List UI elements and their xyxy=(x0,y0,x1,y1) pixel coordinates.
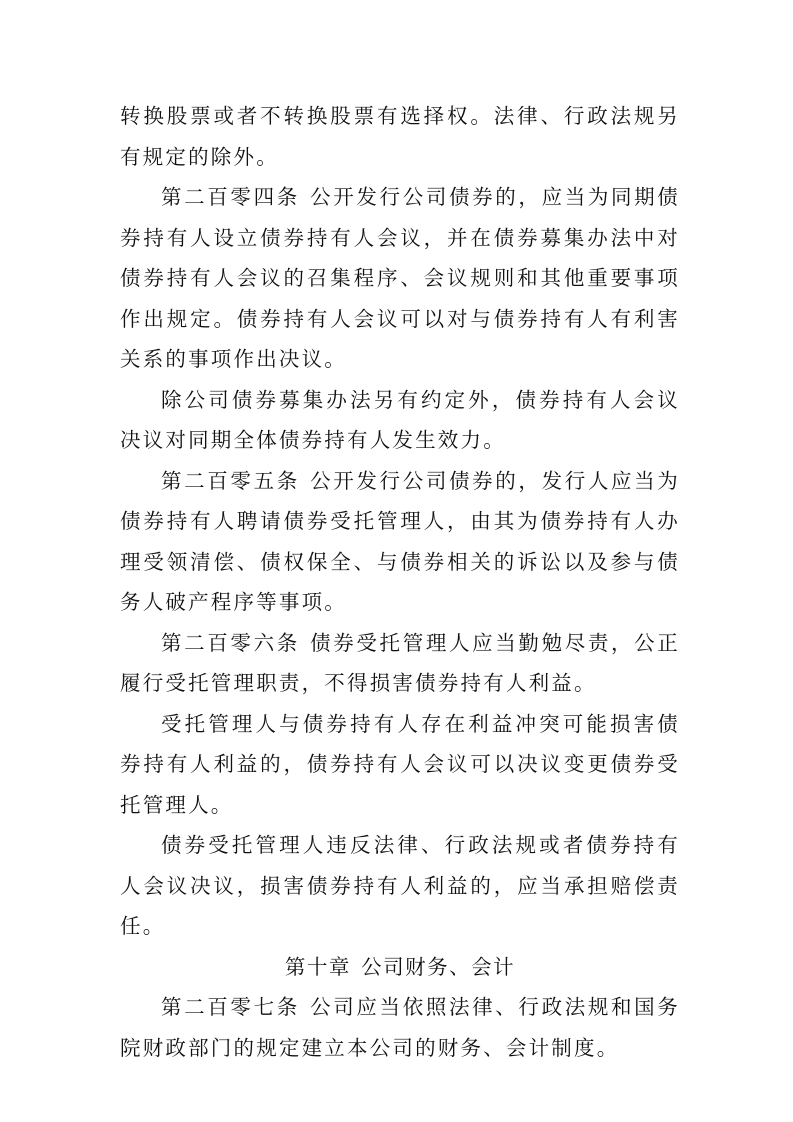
chapter-number: 第十章 xyxy=(284,954,351,979)
article-206-paragraph-3 xyxy=(120,825,680,947)
paragraph-text: 公开发行公司债券的，发行人应当为债券持有人聘请债券受托管理人，由其为债券持有人办理受领清偿、债权保全、与债券相关的诉讼以及参与债务人破产程序等事项。 xyxy=(120,468,680,614)
paragraph-text: 转换股票或者不转换股票有选择权。法律、行政法规另有规定的除外。 xyxy=(120,104,680,169)
chapter-heading xyxy=(120,947,680,988)
article-206-paragraph-2 xyxy=(120,704,680,826)
article-204-paragraph xyxy=(120,177,680,380)
article-205-paragraph xyxy=(120,461,680,623)
paragraph-text: 公开发行公司债券的，应当为同期债券持有人设立债券持有人会议，并在债券募集办法中对债券持有人会议的召集程序、会议规则和其他重要事项作出规定。债券持有人会议可以对与债券持有人有利害关系的事项作出决议。 xyxy=(120,185,680,371)
article-204-paragraph-2 xyxy=(120,380,680,461)
paragraph-text: 债券受托管理人应当勤勉尽责，公正履行受托管理职责，不得损害债券持有人利益。 xyxy=(120,630,680,695)
article-number: 第二百零五条 xyxy=(161,468,300,493)
paragraph-text: 除公司债券募集办法另有约定外，债券持有人会议决议对同期全体债券持有人发生效力。 xyxy=(120,387,680,452)
article-207-paragraph xyxy=(120,987,680,1068)
paragraph-continuation xyxy=(120,96,680,177)
article-number: 第二百零六条 xyxy=(161,630,300,655)
paragraph-text: 债券受托管理人违反法律、行政法规或者债券持有人会议决议，损害债券持有人利益的，应当承担赔偿责任。 xyxy=(120,833,680,938)
chapter-title: 公司财务、会计 xyxy=(361,954,516,979)
article-number: 第二百零七条 xyxy=(161,995,300,1019)
paragraph-text: 受托管理人与债券持有人存在利益冲突可能损害债券持有人利益的，债券持有人会议可以决议变更债券受托管理人。 xyxy=(120,711,680,817)
article-number: 第二百零四条 xyxy=(161,185,300,209)
article-206-paragraph xyxy=(120,623,680,704)
paragraph-text: 公司应当依照法律、行政法规和国务院财政部门的规定建立本公司的财务、会计制度。 xyxy=(120,995,680,1060)
document-body xyxy=(120,96,680,1068)
